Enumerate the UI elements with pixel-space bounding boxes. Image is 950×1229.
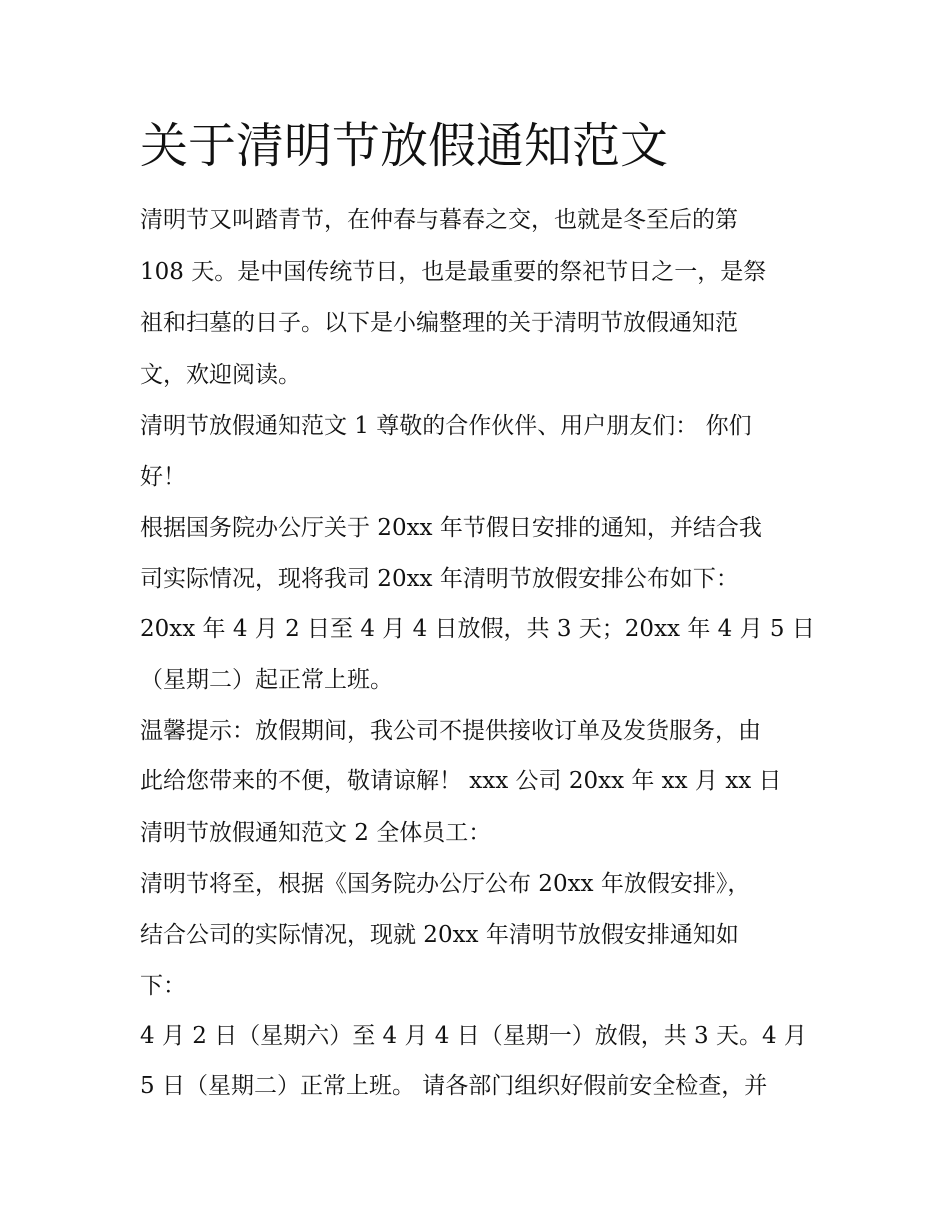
body-line: 5 日（星期二）正常上班。 请各部门组织好假前安全检查，并 — [140, 1073, 768, 1099]
body-line: 温馨提示：放假期间，我公司不提供接收订单及发货服务，由 — [140, 718, 761, 744]
body-line: 好！ — [140, 464, 186, 490]
body-line: （星期二）起正常上班。 — [140, 667, 393, 693]
body-line: 清明节放假通知范文 1 尊敬的合作伙伴、用户朋友们： 你们 — [140, 413, 752, 439]
body-line: 此给您带来的不便，敬请谅解！ xxx 公司 20xx 年 xx 月 xx 日 — [140, 768, 782, 794]
body-line: 4 月 2 日（星期六）至 4 月 4 日（星期一）放假，共 3 天。4 月 — [140, 1023, 807, 1049]
body-line: 清明节又叫踏青节，在仲春与暮春之交，也就是冬至后的第 — [140, 207, 738, 233]
body-line: 结合公司的实际情况，现就 20xx 年清明节放假安排通知如 — [140, 922, 739, 948]
body-line: 下： — [140, 973, 186, 999]
body-line: 祖和扫墓的日子。以下是小编整理的关于清明节放假通知范 — [140, 310, 738, 336]
document-title: 关于清明节放假通知范文 — [140, 118, 669, 174]
body-line: 司实际情况，现将我司 20xx 年清明节放假安排公布如下： — [140, 566, 739, 592]
body-line: 清明节放假通知范文 2 全体员工： — [140, 820, 492, 846]
body-line: 根据国务院办公厅关于 20xx 年节假日安排的通知，并结合我 — [140, 515, 762, 541]
body-line: 文，欢迎阅读。 — [140, 362, 301, 388]
body-line: 108 天。是中国传统节日，也是最重要的祭祀节日之一，是祭 — [140, 259, 767, 285]
body-line: 清明节将至，根据《国务院办公厅公布 20xx 年放假安排》， — [140, 871, 751, 897]
body-line: 20xx 年 4 月 2 日至 4 月 4 日放假，共 3 天；20xx 年 4 月 5 日 — [140, 616, 815, 642]
